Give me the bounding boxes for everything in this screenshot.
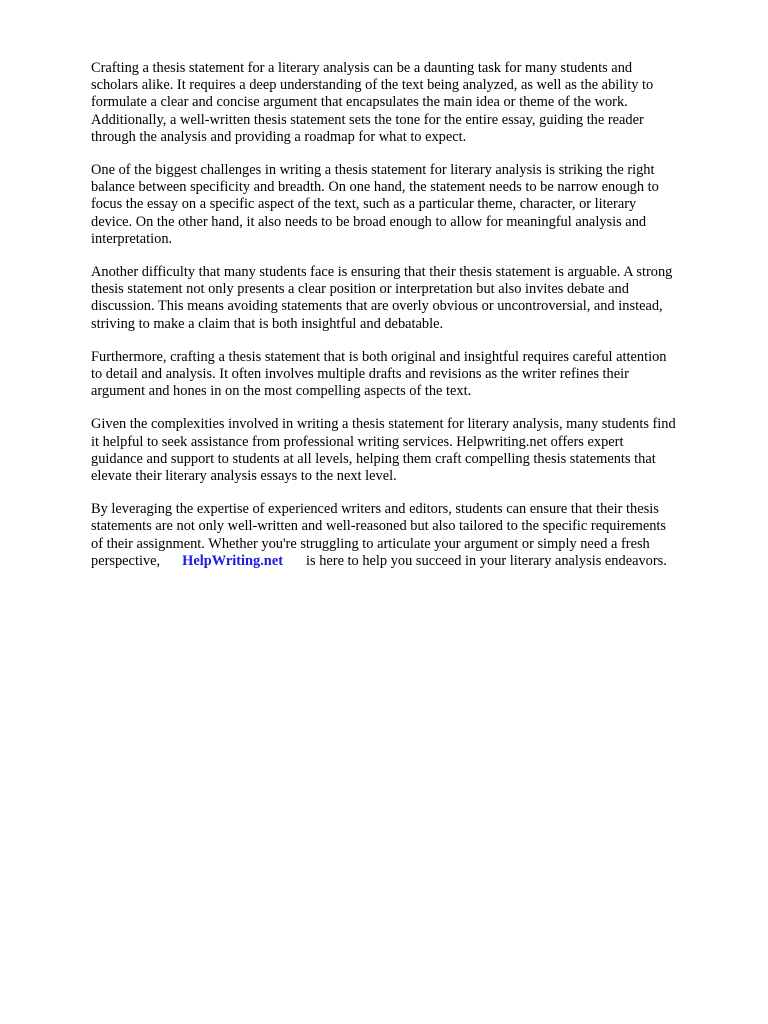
paragraph-2 bbox=[91, 162, 731, 248]
text-line: device. On the other hand, it also needs to be broad enough to allow for meaningful analysis and bbox=[91, 213, 647, 230]
text-line: thesis statement not only presents a clear position or interpretation but also invites debate and bbox=[91, 281, 629, 298]
text-line: guidance and support to students at all levels, helping them craft compelling thesis statements that bbox=[91, 450, 656, 467]
text-line: focus the essay on a specific aspect of the text, such as a particular theme, character, or literary bbox=[91, 196, 637, 213]
text-line: argument and hones in on the most compelling aspects of the text. bbox=[91, 383, 472, 400]
text-line: Given the complexities involved in writing a thesis statement for literary analysis, many students find bbox=[91, 416, 676, 433]
text-line: striving to make a claim that is both insightful and debatable. bbox=[91, 315, 444, 332]
document-body bbox=[91, 60, 731, 586]
closing-text-after: is here to help you succeed in your literary analysis endeavors. bbox=[306, 552, 667, 569]
text-line: formulate a clear and concise argument that encapsulates the main idea or theme of the work. bbox=[91, 94, 628, 111]
text-line: through the analysis and providing a roadmap for what to expect. bbox=[91, 128, 467, 145]
text-line: Another difficulty that many students face is ensuring that their thesis statement is arguable. A strong bbox=[91, 264, 673, 281]
helpwriting-link[interactable]: HelpWriting.net bbox=[182, 552, 283, 569]
text-line: Furthermore, crafting a thesis statement that is both original and insightful requires careful attention bbox=[91, 348, 667, 365]
text-line: to detail and analysis. It often involves multiple drafts and revisions as the writer refines their bbox=[91, 366, 629, 383]
text-line: scholars alike. It requires a deep understanding of the text being analyzed, as well as the ability to bbox=[91, 77, 654, 94]
closing-text-before: perspective, bbox=[91, 552, 161, 569]
text-line: By leveraging the expertise of experienced writers and editors, students can ensure that their thesis bbox=[91, 501, 659, 518]
paragraph-1 bbox=[91, 60, 731, 146]
paragraph-4 bbox=[91, 349, 731, 401]
closing-line bbox=[91, 553, 731, 570]
text-line: elevate their literary analysis essays to the next level. bbox=[91, 468, 397, 485]
paragraph-3 bbox=[91, 264, 731, 333]
text-line: discussion. This means avoiding statements that are overly obvious or uncontroversial, and instead, bbox=[91, 298, 663, 315]
text-line: Crafting a thesis statement for a literary analysis can be a daunting task for many students and bbox=[91, 60, 633, 76]
paragraph-6 bbox=[91, 501, 731, 570]
text-line: it helpful to seek assistance from professional writing services. Helpwriting.net offers expert bbox=[91, 433, 624, 450]
paragraph-5 bbox=[91, 416, 731, 485]
text-line: of their assignment. Whether you're struggling to articulate your argument or simply need a fresh bbox=[91, 535, 650, 552]
text-line: Additionally, a well-written thesis statement sets the tone for the entire essay, guiding the reader bbox=[91, 111, 644, 128]
text-line: statements are not only well-written and well-reasoned but also tailored to the specific requirements bbox=[91, 518, 667, 535]
text-line: One of the biggest challenges in writing a thesis statement for literary analysis is striking the right bbox=[91, 162, 655, 179]
text-line: balance between specificity and breadth. On one hand, the statement needs to be narrow enough to bbox=[91, 179, 659, 196]
text-line: interpretation. bbox=[91, 230, 173, 247]
